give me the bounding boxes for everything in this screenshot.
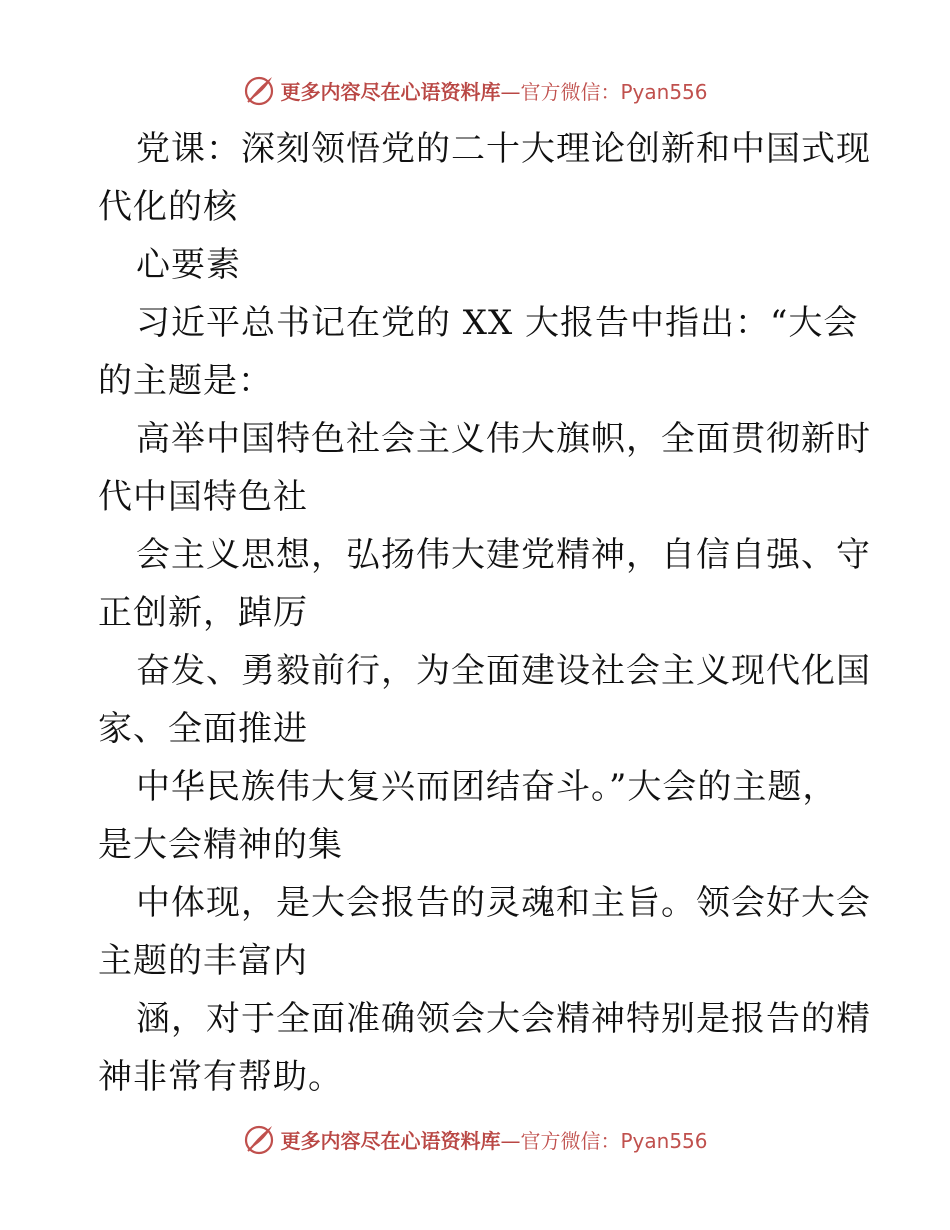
text-line: 涵，对于全面准确领会大会精神特别是报告的精 (136, 999, 871, 1039)
text-line: 高举中国特色社会主义伟大旗帜，全面贯彻新时 (136, 419, 871, 459)
watermark-text (280, 76, 707, 105)
quill-pen-logo-icon (242, 73, 276, 107)
document-body (98, 120, 871, 1106)
footer-watermark (0, 1119, 950, 1159)
text-line: 的主题是： (98, 361, 273, 401)
text-line: 代中国特色社 (98, 477, 308, 517)
text-line: 主题的丰富内 (98, 941, 308, 981)
text-line: 中华民族伟大复兴而团结奋斗。”大会的主题， (136, 767, 838, 807)
quill-pen-logo-icon (242, 1122, 276, 1156)
watermark-brand: 更多内容尽在心语资料库 (280, 79, 501, 104)
watermark-separator: — (500, 1128, 521, 1153)
watermark-brand: 更多内容尽在心语资料库 (280, 1128, 501, 1153)
text-line: 家、全面推进 (98, 709, 308, 749)
watermark-separator: — (500, 79, 521, 104)
text-line: 中体现，是大会报告的灵魂和主旨。领会好大会 (136, 883, 871, 923)
text-line: 正创新，踔厉 (98, 593, 308, 633)
watermark-handle: Pyan556 (620, 1128, 708, 1153)
watermark-contact: 官方微信： (520, 79, 621, 104)
text-line: 代化的核 (98, 187, 238, 227)
watermark-text (280, 1125, 707, 1154)
text-line: 奋发、勇毅前行，为全面建设社会主义现代化国 (136, 651, 871, 691)
watermark-contact: 官方微信： (520, 1128, 621, 1153)
text-line: 习近平总书记在党的 XX 大报告中指出：“大会 (136, 303, 859, 343)
text-line: 是大会精神的集 (98, 825, 343, 865)
text-line: 会主义思想，弘扬伟大建党精神，自信自强、守 (136, 535, 871, 575)
text-line: 心要素 (136, 245, 241, 285)
watermark-handle: Pyan556 (620, 79, 708, 104)
text-line: 党课：深刻领悟党的二十大理论创新和中国式现 (136, 129, 871, 169)
header-watermark (0, 70, 950, 110)
text-line: 神非常有帮助。 (98, 1057, 343, 1097)
